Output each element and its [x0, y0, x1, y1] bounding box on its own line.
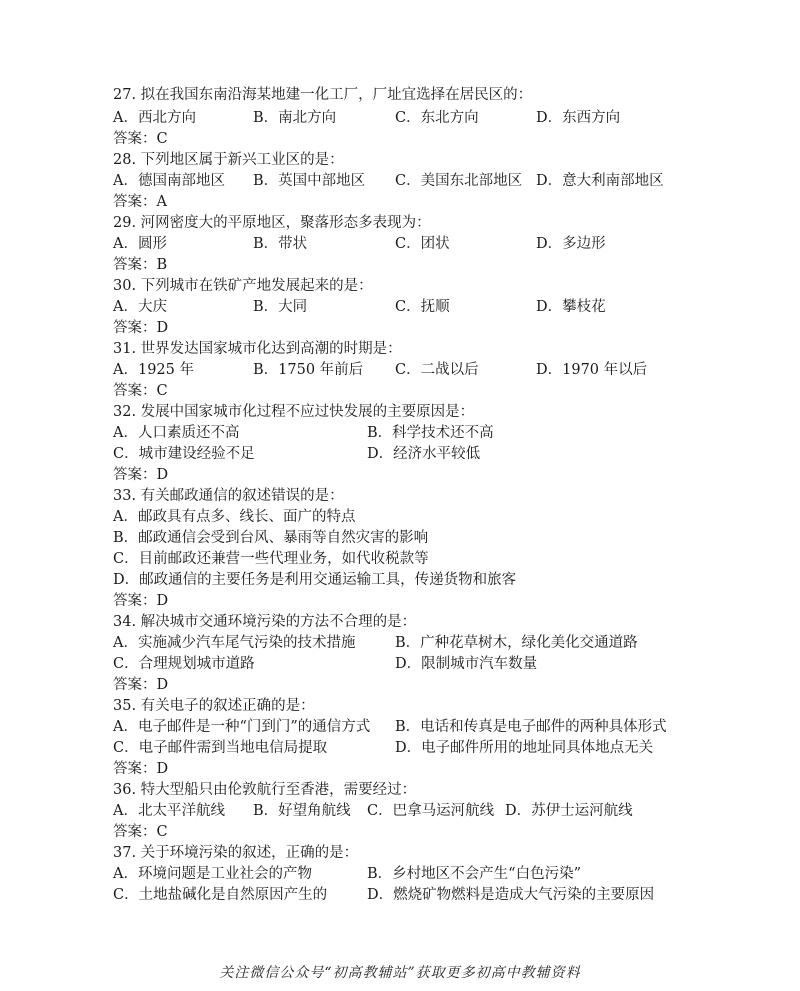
question-29-option-b: B．带状: [253, 236, 308, 252]
question-37-stem: 37. 关于环境污染的叙述，正确的是：: [113, 845, 359, 861]
question-30-option-a: A．大庆: [113, 299, 167, 315]
question-30-option-c: C．抚顺: [395, 299, 450, 315]
question-32-option-b: B．科学技术还不高: [367, 425, 494, 441]
question-28-answer: 答案：A: [113, 194, 167, 210]
question-35-option-a: A．电子邮件是一种“门到门”的通信方式: [113, 719, 371, 735]
question-29-option-d: D．多边形: [536, 236, 606, 252]
question-35-option-c: C．电子邮件需到当地电信局提取: [113, 740, 328, 756]
question-30-option-d: D．攀枝花: [536, 299, 606, 315]
question-34-option-c: C．合理规划城市道路: [113, 656, 255, 672]
question-33-option-d: D．邮政通信的主要任务是利用交通运输工具，传递货物和旅客: [113, 572, 517, 588]
question-34-option-a: A．实施减少汽车尾气污染的技术措施: [113, 635, 356, 651]
question-31-stem: 31. 世界发达国家城市化达到高潮的时期是：: [113, 341, 402, 357]
question-34-option-b: B．广种花草树木，绿化美化交通道路: [395, 635, 638, 651]
question-36-option-c: C．巴拿马运河航线: [367, 803, 495, 819]
question-27-option-a: A．西北方向: [113, 110, 196, 126]
question-34-stem: 34. 解决城市交通环境污染的方法不合理的是：: [113, 614, 417, 630]
question-33-answer: 答案：D: [113, 593, 169, 609]
question-30-option-b: B．大同: [253, 299, 308, 315]
question-32-stem: 32. 发展中国家城市化过程不应过快发展的主要原因是：: [113, 404, 475, 420]
question-37-option-c: C．土地盐碱化是自然原因产生的: [113, 887, 328, 903]
question-37-option-b: B．乡村地区不会产生“白色污染”: [367, 866, 581, 882]
question-29-stem: 29. 河网密度大的平原地区，聚落形态多表现为：: [113, 215, 431, 231]
question-34-answer: 答案：D: [113, 677, 169, 693]
question-35-option-d: D．电子邮件所用的地址同具体地点无关: [395, 740, 654, 756]
question-37-option-a: A．环境问题是工业社会的产物: [113, 866, 312, 882]
question-33-option-b: B．邮政通信会受到台风、暴雨等自然灾害的影响: [113, 530, 429, 546]
question-30-stem: 30. 下列城市在铁矿产地发展起来的是：: [113, 278, 373, 294]
question-29-option-c: C．团状: [395, 236, 450, 252]
question-27-answer: 答案：C: [113, 131, 168, 147]
question-27-option-d: D．东西方向: [536, 110, 621, 126]
question-28-option-a: A．德国南部地区: [113, 173, 225, 189]
question-29-answer: 答案：B: [113, 257, 168, 273]
question-31-option-d: D．1970 年以后: [536, 362, 648, 378]
question-27-stem: 27. 拟在我国东南沿海某地建一化工厂，厂址宜选择在居民区的：: [113, 87, 533, 103]
question-32-option-c: C．城市建设经验不足: [113, 446, 255, 462]
question-32-answer: 答案：D: [113, 467, 169, 483]
footer-promo-text: 关注微信公众号“初高教辅站”获取更多初高中教辅资料: [219, 965, 581, 981]
question-36-option-a: A．北太平洋航线: [113, 803, 225, 819]
question-31-answer: 答案：C: [113, 383, 168, 399]
question-31-option-b: B．1750 年前后: [253, 362, 364, 378]
question-30-answer: 答案：D: [113, 320, 169, 336]
question-33-option-a: A．邮政具有点多、线长、面广的特点: [113, 509, 356, 525]
question-37-option-d: D．燃烧矿物燃料是造成大气污染的主要原因: [367, 887, 655, 903]
question-29-option-a: A．圆形: [113, 236, 167, 252]
question-36-stem: 36. 特大型船只由伦敦航行至香港，需要经过：: [113, 782, 417, 798]
question-35-answer: 答案：D: [113, 761, 169, 777]
question-27-option-b: B．南北方向: [253, 110, 337, 126]
question-28-stem: 28. 下列地区属于新兴工业区的是：: [113, 152, 344, 168]
question-28-option-b: B．英国中部地区: [253, 173, 366, 189]
question-36-answer: 答案：C: [113, 824, 168, 840]
question-28-option-c: C．美国东北部地区: [395, 173, 523, 189]
question-31-option-c: C．二战以后: [395, 362, 479, 378]
question-31-option-a: A．1925 年: [113, 362, 194, 378]
question-28-option-d: D．意大利南部地区: [536, 173, 664, 189]
question-27-option-c: C．东北方向: [395, 110, 479, 126]
question-36-option-d: D．苏伊士运河航线: [505, 803, 633, 819]
question-36-option-b: B．好望角航线: [253, 803, 351, 819]
question-32-option-d: D．经济水平较低: [367, 446, 481, 462]
question-35-stem: 35. 有关电子的叙述正确的是：: [113, 698, 315, 714]
question-33-option-c: C．目前邮政还兼营一些代理业务，如代收税款等: [113, 551, 429, 567]
question-34-option-d: D．限制城市汽车数量: [395, 656, 538, 672]
question-33-stem: 33. 有关邮政通信的叙述错误的是：: [113, 488, 344, 504]
question-35-option-b: B．电话和传真是电子邮件的两种具体形式: [395, 719, 667, 735]
question-32-option-a: A．人口素质还不高: [113, 425, 240, 441]
